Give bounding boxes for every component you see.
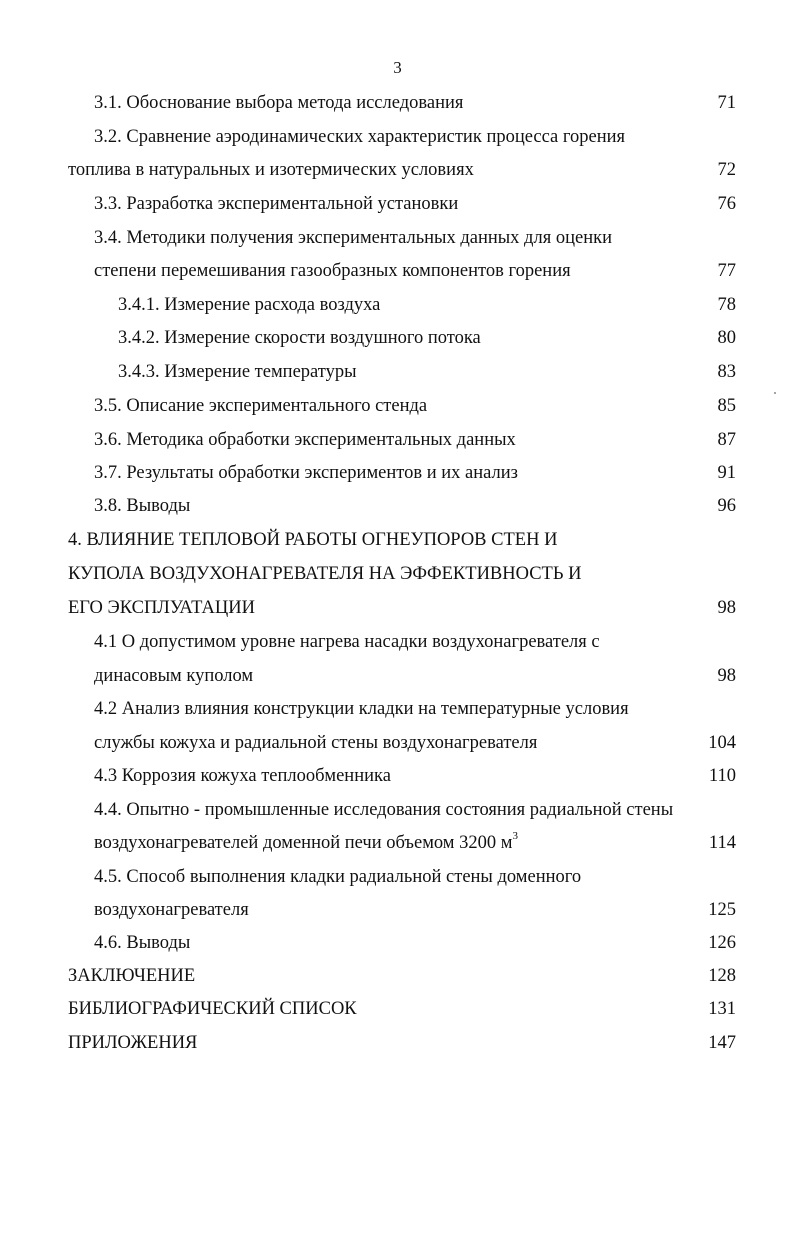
toc-entry: [0, 389, 795, 423]
toc-entry-title: КУПОЛА ВОЗДУХОНАГРЕВАТЕЛЯ НА ЭФФЕКТИВНОСТЬ И: [68, 564, 582, 584]
toc-entry: [0, 254, 795, 288]
toc-entry-title: ЕГО ЭКСПЛУАТАЦИИ: [68, 598, 255, 618]
toc-entry: [0, 759, 795, 793]
toc-entry-title: БИБЛИОГРАФИЧЕСКИЙ СПИСОК: [68, 999, 357, 1019]
toc-entry-page: 91: [717, 463, 736, 483]
toc-entry-title: 4.4. Опытно - промышленные исследования состояния радиальной стены: [94, 800, 674, 820]
toc-entry: [0, 557, 795, 591]
toc-entry-title: 3.4.3. Измерение температуры: [118, 362, 357, 382]
toc-entry: [0, 355, 795, 389]
toc-entry-title: 3.4.2. Измерение скорости воздушного потока: [118, 328, 481, 348]
toc-entry: [0, 288, 795, 322]
toc-entry: [0, 591, 795, 625]
toc-entry-page: 98: [717, 598, 736, 618]
toc-entry-title: воздухонагревателя: [94, 900, 249, 920]
toc-entry-page: 87: [717, 430, 736, 450]
toc-entry: [0, 1026, 795, 1060]
toc-entry: [0, 793, 795, 827]
toc-entry-title: 4.3 Коррозия кожуха теплообменника: [94, 766, 391, 786]
toc-entry-page: 78: [717, 295, 736, 315]
toc-entry-page: 128: [708, 966, 736, 986]
superscript: 3: [512, 830, 518, 842]
toc-entry: [0, 625, 795, 659]
toc-entry-title: 3.1. Обоснование выбора метода исследования: [94, 93, 464, 113]
toc-entry-page: 76: [717, 194, 736, 214]
toc-entry-page: 85: [717, 396, 736, 416]
toc-entry-page: 83: [717, 362, 736, 382]
toc-entry: [0, 489, 795, 523]
toc-entry-title: топлива в натуральных и изотермических условиях: [68, 160, 474, 180]
toc-entry: [0, 893, 795, 927]
toc-entry-title: 4.2 Анализ влияния конструкции кладки на температурные условия: [94, 699, 629, 719]
toc-entry: [0, 826, 795, 860]
toc-entry-title: ПРИЛОЖЕНИЯ: [68, 1033, 198, 1053]
toc-entry-page: 110: [708, 766, 736, 786]
toc-entry: [0, 992, 795, 1026]
toc-entry-title: 4. ВЛИЯНИЕ ТЕПЛОВОЙ РАБОТЫ ОГНЕУПОРОВ СТЕН И: [68, 530, 558, 550]
toc-entry-page: 96: [717, 496, 736, 516]
toc-entry: [0, 120, 795, 154]
toc-entry-title: службы кожуха и радиальной стены воздухонагревателя: [94, 733, 538, 753]
toc-entry: [0, 659, 795, 693]
toc-entry: [0, 959, 795, 993]
scan-speck: [774, 392, 776, 394]
toc-entry-title-text: воздухонагревателей доменной печи объемом 3200 м: [94, 833, 513, 853]
page-number: 3: [393, 58, 402, 77]
toc-entry-title: динасовым куполом: [94, 666, 254, 686]
toc-entry-title: 4.1 О допустимом уровне нагрева насадки воздухонагревателя с: [94, 632, 600, 652]
toc-entry-title: 4.6. Выводы: [94, 933, 191, 953]
toc-entry-page: 72: [717, 160, 736, 180]
toc-entry: [0, 187, 795, 221]
toc-entry-page: 80: [717, 328, 736, 348]
toc-entry-title: [94, 826, 518, 860]
toc-entry-page: 147: [708, 1033, 736, 1053]
toc-entry: [0, 456, 795, 490]
toc-entry: [0, 321, 795, 355]
toc-entry-title: 3.4.1. Измерение расхода воздуха: [118, 295, 381, 315]
toc-entry: [0, 153, 795, 187]
toc-entry: [0, 423, 795, 457]
toc-entry-page: 71: [717, 93, 736, 113]
toc-entry: [0, 692, 795, 726]
toc-entry-page: 125: [708, 900, 736, 920]
toc-entry-title: 3.5. Описание экспериментального стенда: [94, 396, 428, 416]
toc-entry-page: 126: [708, 933, 736, 953]
toc-entry-page: 98: [717, 666, 736, 686]
toc-entry-page: 131: [708, 999, 736, 1019]
toc-entry: [0, 86, 795, 120]
toc-entry: [0, 726, 795, 760]
toc-entry-title: 3.2. Сравнение аэродинамических характеристик процесса горения: [94, 127, 626, 147]
toc-entry-title: ЗАКЛЮЧЕНИЕ: [68, 966, 196, 986]
toc-entry-title: 3.6. Методика обработки экспериментальных данных: [94, 430, 516, 450]
toc-entry: [0, 860, 795, 894]
toc-entry-title: степени перемешивания газообразных компонентов горения: [94, 261, 571, 281]
toc-entry: [0, 926, 795, 960]
toc-entry-page: 104: [708, 733, 736, 753]
toc-entry: [0, 221, 795, 255]
toc-entry-page: 114: [708, 833, 736, 853]
toc-entry-title: 3.3. Разработка экспериментальной установки: [94, 194, 459, 214]
toc-entry-title: 3.4. Методики получения экспериментальных данных для оценки: [94, 228, 612, 248]
toc-entry: [0, 523, 795, 557]
toc-entry-title: 4.5. Способ выполнения кладки радиальной стены доменного: [94, 867, 582, 887]
toc-entry-title: 3.8. Выводы: [94, 496, 191, 516]
toc-entry-title: 3.7. Результаты обработки экспериментов и их анализ: [94, 463, 518, 483]
toc-entry-page: 77: [717, 261, 736, 281]
